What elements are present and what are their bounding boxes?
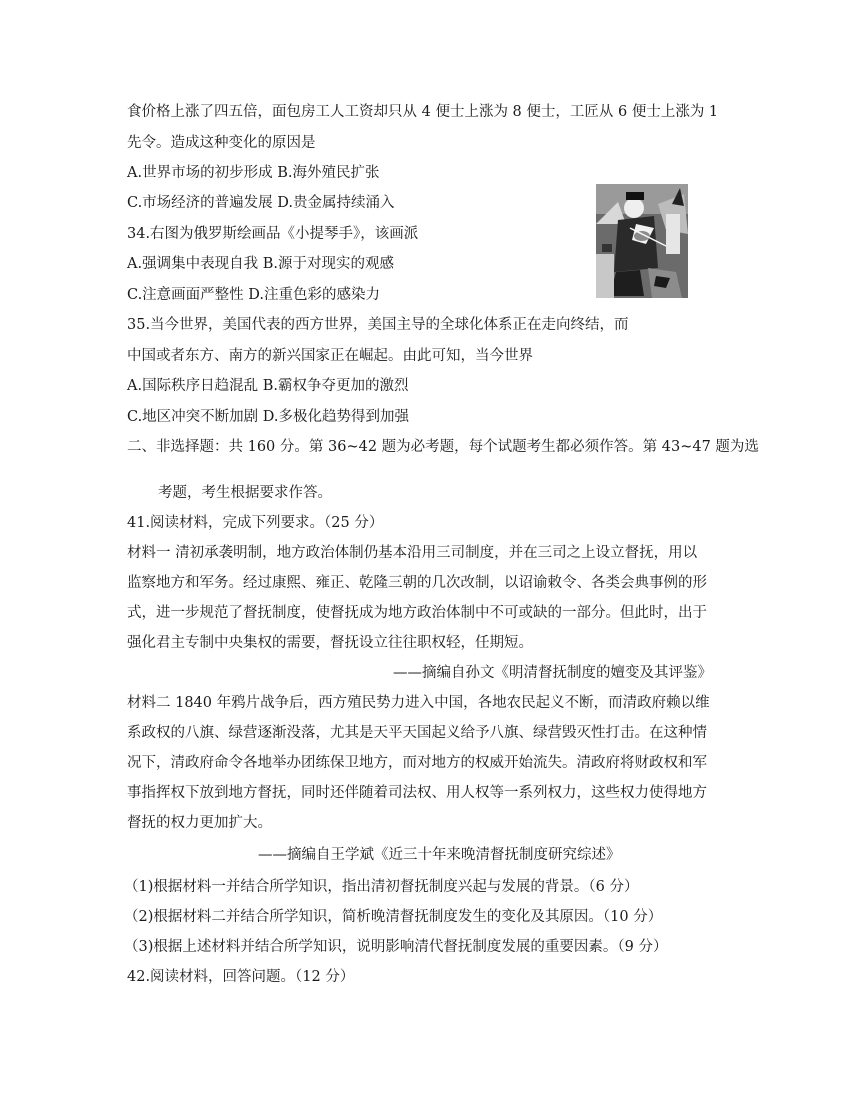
q41-subquestion-1: （1)根据材料一并结合所学知识，指出清初督抚制度兴起与发展的背景。（6 分） (124, 879, 639, 895)
q35-options-cd: C.地区冲突不断加剧 D.多极化趋势得到加强 (127, 409, 410, 425)
section2-heading-line2: 考题，考生根据要求作答。 (158, 485, 332, 501)
q41-material1-line4: 强化君主专制中央集权的需要，督抚设立往往职权轻，任期短。 (127, 635, 533, 651)
q41-material1-line2: 监察地方和军务。经过康熙、雍正、乾隆三朝的几次改制，以诏谕敕令、各类会典事例的形 (127, 575, 707, 591)
q35-stem-line2: 中国或者东方、南方的新兴国家正在崛起。由此可知，当今世界 (127, 348, 533, 364)
q34-stem: 34.右图为俄罗斯绘画品《小提琴手》，该画派 (127, 226, 419, 242)
q33-options-ab: A.世界市场的初步形成 B.海外殖民扩张 (127, 165, 380, 181)
q41-subquestion-2: （2)根据材料二并结合所学知识，简析晚清督抚制度发生的变化及其原因。（10 分） (124, 909, 663, 925)
q41-stem: 41.阅读材料，完成下列要求。（25 分） (127, 515, 384, 531)
q35-options-ab: A.国际秩序日趋混乱 B.霸权争夺更加的激烈 (127, 378, 409, 394)
q41-material1-source: ——摘编自孙文《明清督抚制度的嬗变及其评鉴》 (393, 665, 712, 681)
q34-options-cd: C.注意画面严整性 D.注重色彩的感染力 (127, 287, 381, 303)
q34-options-ab: A.强调集中表现自我 B.源于对现实的观感 (127, 256, 394, 272)
q41-material2-line1: 材料二 1840 年鸦片战争后，西方殖民势力进入中国，各地农民起义不断，而清政府赖以维 (127, 695, 710, 711)
q41-material2-line3: 况下，清政府命令各地举办团练保卫地方，而对地方的权威开始流失。清政府将财政权和军 (127, 755, 707, 771)
violinist-painting-image (596, 184, 688, 298)
q41-material2-source: ——摘编自王学斌《近三十年来晚清督抚制度研究综述》 (258, 847, 621, 863)
q35-stem-line1: 35.当今世界，美国代表的西方世界，美国主导的全球化体系正在走向终结，而 (127, 317, 629, 333)
q41-material1-line3: 式，进一步规范了督抚制度，使督抚成为地方政治体制中不可或缺的一部分。但此时，出于 (127, 605, 707, 621)
q33-text-line1: 食价格上涨了四五倍，面包房工人工资却只从 4 便士上涨为 8 便士，工匠从 6 便士上涨为 1 (127, 104, 719, 120)
q41-material2-line4: 事指挥权下放到地方督抚，同时还伴随着司法权、用人权等一系列权力，这些权力使得地方 (127, 785, 707, 801)
q41-material1-line1: 材料一 清初承袭明制，地方政治体制仍基本沿用三司制度，并在三司之上设立督抚，用以 (127, 545, 698, 561)
q42-stem: 42.阅读材料，回答问题。（12 分） (127, 969, 355, 985)
q33-text-line2: 先令。造成这种变化的原因是 (127, 135, 316, 151)
q41-material2-line5: 督抚的权力更加扩大。 (127, 815, 272, 831)
q33-options-cd: C.市场经济的普遍发展 D.贵金属持续涌入 (127, 195, 395, 211)
q41-subquestion-3: （3)根据上述材料并结合所学知识，说明影响清代督抚制度发展的重要因素。（9 分） (124, 939, 668, 955)
q41-material2-line2: 系政权的八旗、绿营逐渐没落，尤其是天平天国起义给予八旗、绿营毁灭性打击。在这种情 (127, 725, 707, 741)
section2-heading-line1: 二、非选择题：共 160 分。第 36~42 题为必考题，每个试题考生都必须作答。第 43~47 题为选 (127, 439, 759, 455)
